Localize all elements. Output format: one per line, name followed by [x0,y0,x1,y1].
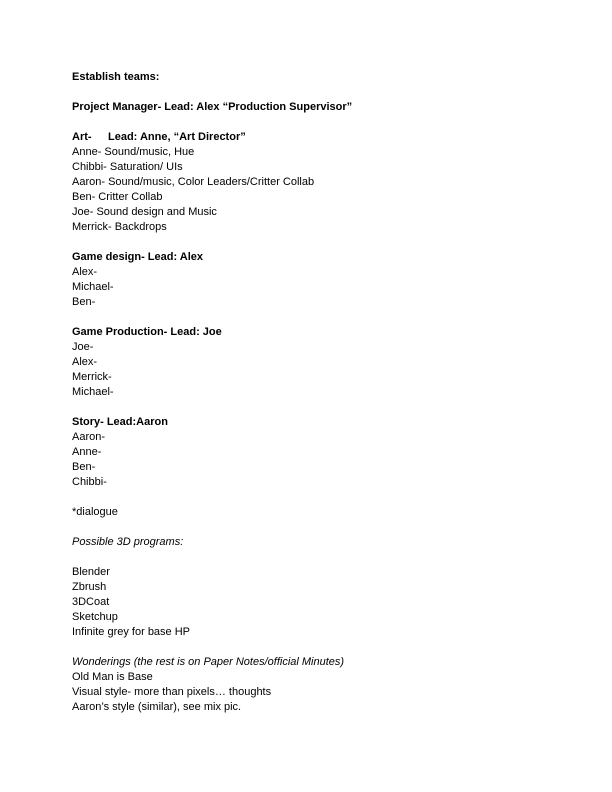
text-line: Project Manager- Lead: Alex “Production Supervisor” [72,101,353,113]
text-line: 3DCoat [72,596,110,608]
text-line: Establish teams: [72,71,160,83]
text-line: Michael- [72,281,114,293]
blank-line [72,85,542,100]
text-line: Michael- [72,386,114,398]
text-line: Blender [72,566,110,578]
blank-line [72,490,542,505]
text-line: Joe- [72,341,94,353]
text-line: Story- Lead:Aaron [72,416,168,428]
text-line: Anne- Sound/music, Hue [72,146,195,158]
text-line: Ben- [72,461,96,473]
text-line: Wonderings (the rest is on Paper Notes/official Minutes) [72,656,345,668]
text-line: Infinite grey for base HP [72,626,191,638]
text-line: Chibbi- Saturation/ UIs [72,161,183,173]
text-line: Game Production- Lead: Joe [72,326,222,338]
text-line: Alex- [72,266,98,278]
text-line: Merrick- Backdrops [72,221,167,233]
text-segment: Lead: Anne, “Art Director” [108,131,246,143]
blank-line [72,400,542,415]
blank-line [72,310,542,325]
document-body [72,70,542,715]
text-line: Ben- Critter Collab [72,191,163,203]
blank-line [72,550,542,565]
text-line: Chibbi- [72,476,107,488]
text-line [72,130,542,145]
text-line: Merrick- [72,371,112,383]
text-line: Aaron- Sound/music, Color Leaders/Critter Collab [72,176,315,188]
text-line: Alex- [72,356,98,368]
text-line: Game design- Lead: Alex [72,251,204,263]
text-line: Ben- [72,296,96,308]
text-line: Aaron- [72,431,106,443]
text-line: Visual style- more than pixels… thoughts [72,686,272,698]
text-line: *dialogue [72,506,118,518]
blank-line [72,235,542,250]
blank-line [72,640,542,655]
text-line: Joe- Sound design and Music [72,206,217,218]
text-line: Aaron’s style (similar), see mix pic. [72,701,242,713]
blank-line [72,115,542,130]
blank-line [72,520,542,535]
text-segment: Art- [72,131,92,143]
text-line: Possible 3D programs: [72,536,184,548]
text-line: Anne- [72,446,102,458]
text-line: Sketchup [72,611,118,623]
text-line: Zbrush [72,581,107,593]
text-line: Old Man is Base [72,671,153,683]
